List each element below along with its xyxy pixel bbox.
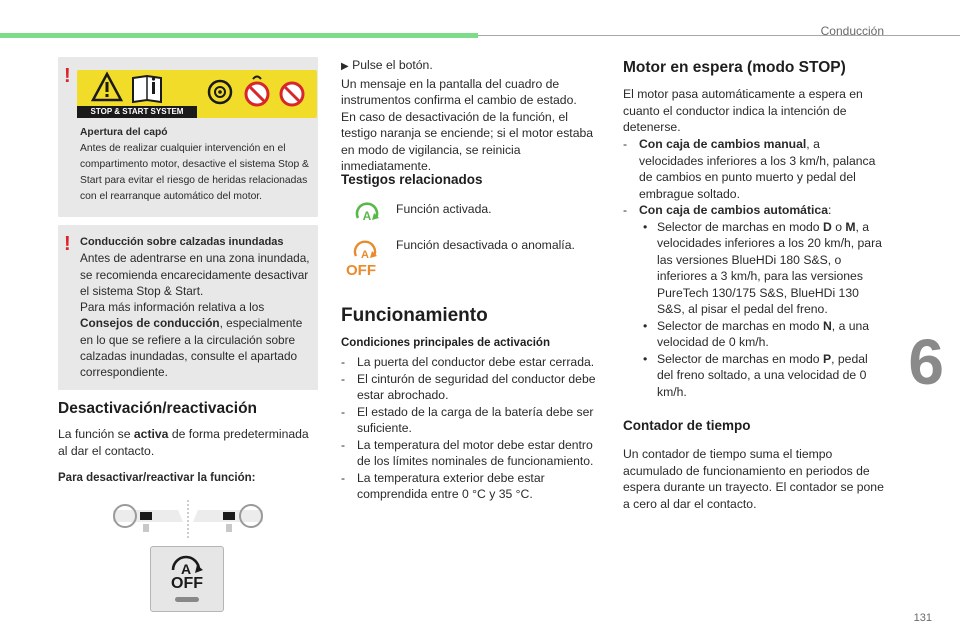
off-button-label: OFF [171,575,203,592]
svg-text:A: A [180,561,192,577]
press-button-step [341,57,603,76]
off-button-led-bar [175,597,199,602]
subitem-post: , pedal del freno soltado, a una velocidad de 0 km/h. [657,351,868,399]
subitem-mid: o [835,219,842,234]
warning-hood-text: Antes de realizar cualquier intervención en el compartimento motor, desactive el sistema Stop & Start para evitar el riesgo de heridas relacionadas con el rearranque automático del motor. [80,143,309,202]
deactivation-note: En caso de desactivación de la función, el testigo naranja se enciende; si el motor estaba en modo de vigilancia, se reinicia inmediatamente. [341,109,594,173]
manual-gearbox-bold: Con caja de cambios manual [639,137,807,151]
conditions-title: Condiciones principales de activación [341,337,550,349]
stop-start-label-plate [77,70,317,118]
deactivation-instruction: Para desactivar/reactivar la función: [58,472,256,484]
press-button-text: Pulse el botón. [352,58,433,72]
step-arrow-icon: ▶ [341,61,349,72]
subitem-gear: D [822,219,832,234]
conditions-list [341,354,603,503]
warning-exclamation-icon: ! [64,233,71,255]
stop-mode-intro: El motor pasa automáticamente a espera en cuanto el conductor indica la intención de detenerse. [623,87,863,134]
condition-item: - El cinturón de seguridad del conductor debe estar abrochado. [341,371,603,404]
funcionamiento-heading: Funcionamiento [341,305,488,326]
testigo-off-text: Función desactivada o anomalía. [396,238,575,252]
deactivation-paragraph [58,426,320,459]
stop-mode-heading: Motor en espera (modo STOP) [623,59,846,76]
manual-gearbox-text: , a velocidades inferiores a los 3 km/h, palanca de cambios en punto muerto y pedal del embrague soltado. [639,137,876,201]
warning-flooded-text-block [80,234,316,381]
warning-hood-title: Apertura del capó [80,127,168,138]
condition-item: - La temperatura del motor debe estar dentro de los límites nominales de funcionamiento. [341,437,603,470]
auto-gearbox-subitem [639,351,887,401]
subitem-gear: N [822,318,832,333]
auto-gearbox-sublist [639,219,887,401]
stop-start-off-button[interactable] [150,546,224,612]
page-number: 131 [913,612,932,624]
chapter-number: 6 [908,326,944,398]
warning-flooded-text1: Antes de adentrarse en una zona inundada, se recomienda encarecidamente desactivar el sistema Stop & Start. [80,251,310,298]
column2-intro [341,57,603,175]
stop-start-plate-strip: STOP & START SYSTEM [77,106,197,118]
deactivation-p1-pre: La función se [58,427,131,441]
header-rule [478,35,960,36]
condition-item: - El estado de la carga de la batería debe ser suficiente. [341,404,603,437]
auto-gearbox-bold: Con caja de cambios automática [639,203,828,217]
subitem-gear: M [845,219,856,234]
auto-gearbox-item [623,202,887,400]
timer-heading: Contador de tiempo [623,418,751,433]
gearbox-list [623,136,887,400]
testigo-off-label: OFF [346,262,376,279]
warning-flooded-text2-pre: Para más información relativa a los [80,300,265,315]
timer-text: Un contador de tiempo suma el tiempo acumulado de funcionamiento en periodos de espera durante un trayecto. El contador se pone a cero al dar el contacto. [623,447,884,511]
deactivation-heading: Desactivación/reactivación [58,400,258,417]
testigos-heading: Testigos relacionados [341,172,483,187]
auto-gearbox-subitem [639,219,887,318]
subitem-pre: Selector de marchas en modo [657,318,820,333]
header-accent-bar [0,33,478,38]
warning-flooded-text2-post: , especialmente en lo que se refiere a la circulación sobre calzadas inundadas, consulte el apartado correspondiente. [80,316,303,380]
warning-hood-text-block [80,125,316,205]
section-title: Conducción [820,24,884,38]
warning-flooded-text2 [80,299,316,380]
subitem-post: , a una velocidad de 0 km/h. [657,318,870,349]
auto-gearbox-colon: : [827,203,832,217]
warning-flooded-title: Conducción sobre calzadas inundadas [80,236,284,248]
subitem-gear: P [822,351,832,366]
driving-tips-link-text: Consejos de conducción [80,316,220,331]
testigo-on-text: Función activada. [396,202,492,216]
message-text: Un mensaje en la pantalla del cuadro de instrumentos confirma el cambio de estado. [341,76,577,107]
manual-gearbox-item [623,136,887,202]
auto-gearbox-subitem [639,318,887,351]
deactivation-p1-bold: activa [133,427,169,441]
warning-exclamation-icon: ! [64,65,71,87]
subitem-pre: Selector de marchas en modo [657,351,820,366]
dashboard-button-location-illustration [103,500,273,540]
stop-start-active-green-icon [352,198,382,228]
svg-text:A: A [361,249,369,261]
deactivation-p1-post: de forma predeterminada al dar el contacto. [58,427,309,458]
condition-item: - La temperatura exterior debe estar comprendida entre 0 °C y 35 °C. [341,470,603,503]
svg-text:A: A [362,209,372,223]
condition-item: - La puerta del conductor debe estar cerrada. [341,354,603,371]
subitem-pre: Selector de marchas en modo [657,219,820,234]
subitem-post: , a velocidades inferiores a los 20 km/h, para las versiones BlueHDi 180 S&S, o inferiores a 3 km/h, para las versiones PureTech 130/175 S&S, BlueHDi 130 S&S, al pisar el pedal del freno. [657,219,882,316]
